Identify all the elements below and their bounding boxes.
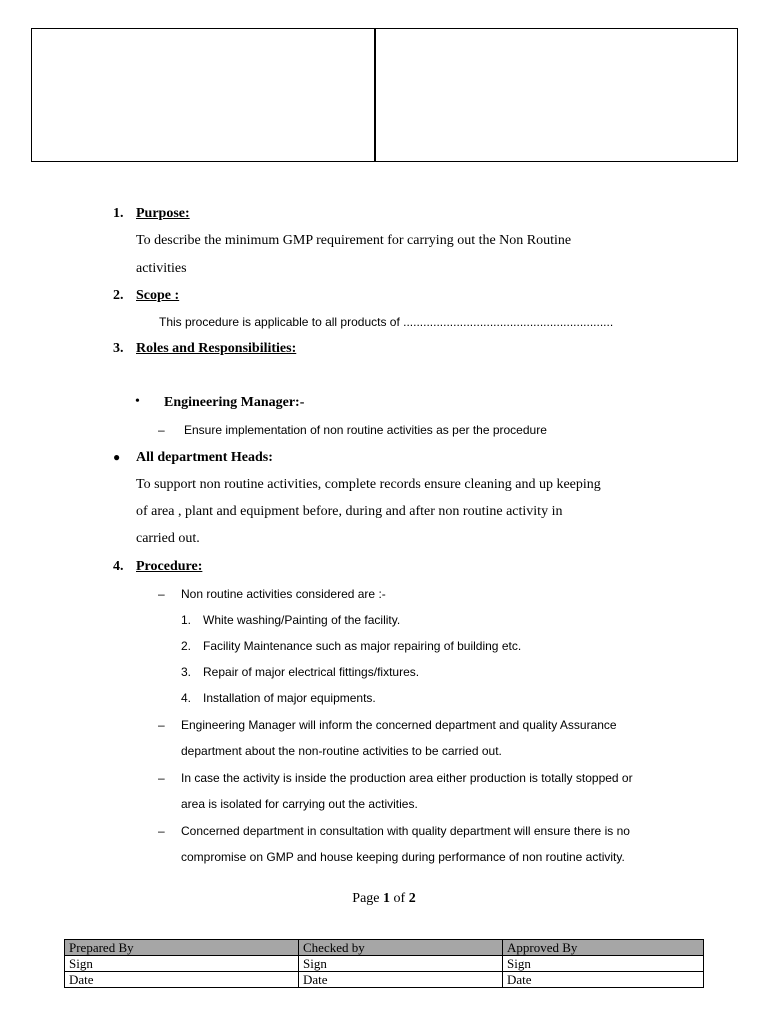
list-item-number: 1. <box>181 613 192 627</box>
table-header-row <box>65 940 704 956</box>
procedure-paragraph-line: Concerned department in consultation with quality department will ensure there is no <box>181 824 630 838</box>
scope-heading: Scope : <box>136 288 180 303</box>
department-heads-text-line: of area , plant and equipment before, during and after non routine activity in <box>136 504 563 519</box>
section-number: 2. <box>113 288 124 303</box>
page-number: Page 1 of 2 <box>352 891 416 906</box>
approved-by-header: Approved By <box>503 940 704 956</box>
prepared-by-header: Prepared By <box>65 940 299 956</box>
document-header-box <box>31 28 738 162</box>
sign-cell: Sign <box>299 956 503 972</box>
section-number: 3. <box>113 341 124 356</box>
section-number: 4. <box>113 559 124 574</box>
list-item: Facility Maintenance such as major repairing of building etc. <box>203 639 522 653</box>
table-row <box>65 972 704 988</box>
section-number: 1. <box>113 206 124 221</box>
department-heads-text-line: To support non routine activities, complete records ensure cleaning and up keeping <box>136 477 601 492</box>
date-cell: Date <box>299 972 503 988</box>
date-cell: Date <box>65 972 299 988</box>
dash-icon: – <box>158 587 165 601</box>
purpose-text-line: To describe the minimum GMP requirement for carrying out the Non Routine <box>136 233 572 248</box>
list-item-number: 4. <box>181 691 192 705</box>
bullet-icon: ● <box>113 450 121 464</box>
department-heads-title: All department Heads: <box>136 450 273 465</box>
procedure-heading: Procedure: <box>136 559 203 574</box>
list-item-number: 3. <box>181 665 192 679</box>
procedure-paragraph-line: compromise on GMP and house keeping during performance of non routine activity. <box>181 850 625 864</box>
table-row <box>65 956 704 972</box>
purpose-heading: Purpose: <box>136 206 190 221</box>
date-cell: Date <box>503 972 704 988</box>
list-item: Repair of major electrical fittings/fixtures. <box>203 665 420 679</box>
dash-icon: – <box>158 824 165 838</box>
roles-heading: Roles and Responsibilities: <box>136 341 297 356</box>
sign-cell: Sign <box>65 956 299 972</box>
engineering-manager-duty: Ensure implementation of non routine activities as per the procedure <box>184 423 547 437</box>
checked-by-header: Checked by <box>299 940 503 956</box>
engineering-manager-title: Engineering Manager:- <box>164 395 305 410</box>
dash-icon: – <box>158 771 165 785</box>
procedure-paragraph-line: area is isolated for carrying out the activities. <box>181 797 418 811</box>
list-item: White washing/Painting of the facility. <box>203 613 401 627</box>
procedure-paragraph-line: Engineering Manager will inform the concerned department and quality Assurance <box>181 718 617 732</box>
purpose-text-line: activities <box>136 261 187 276</box>
dash-icon: – <box>158 718 165 732</box>
signoff-table <box>64 939 704 988</box>
list-item: Installation of major equipments. <box>203 691 376 705</box>
header-right-cell <box>376 29 737 161</box>
list-item-number: 2. <box>181 639 192 653</box>
procedure-paragraph-line: department about the non-routine activities to be carried out. <box>181 744 502 758</box>
bullet-icon: • <box>135 394 140 409</box>
procedure-intro: Non routine activities considered are :- <box>181 587 386 601</box>
procedure-paragraph-line: In case the activity is inside the production area either production is totally stopped or <box>181 771 633 785</box>
scope-text: This procedure is applicable to all products of ............................................................... <box>159 315 614 329</box>
header-left-cell <box>32 29 376 161</box>
dash-icon: – <box>158 423 165 437</box>
sign-cell: Sign <box>503 956 704 972</box>
department-heads-text-line: carried out. <box>136 531 200 546</box>
